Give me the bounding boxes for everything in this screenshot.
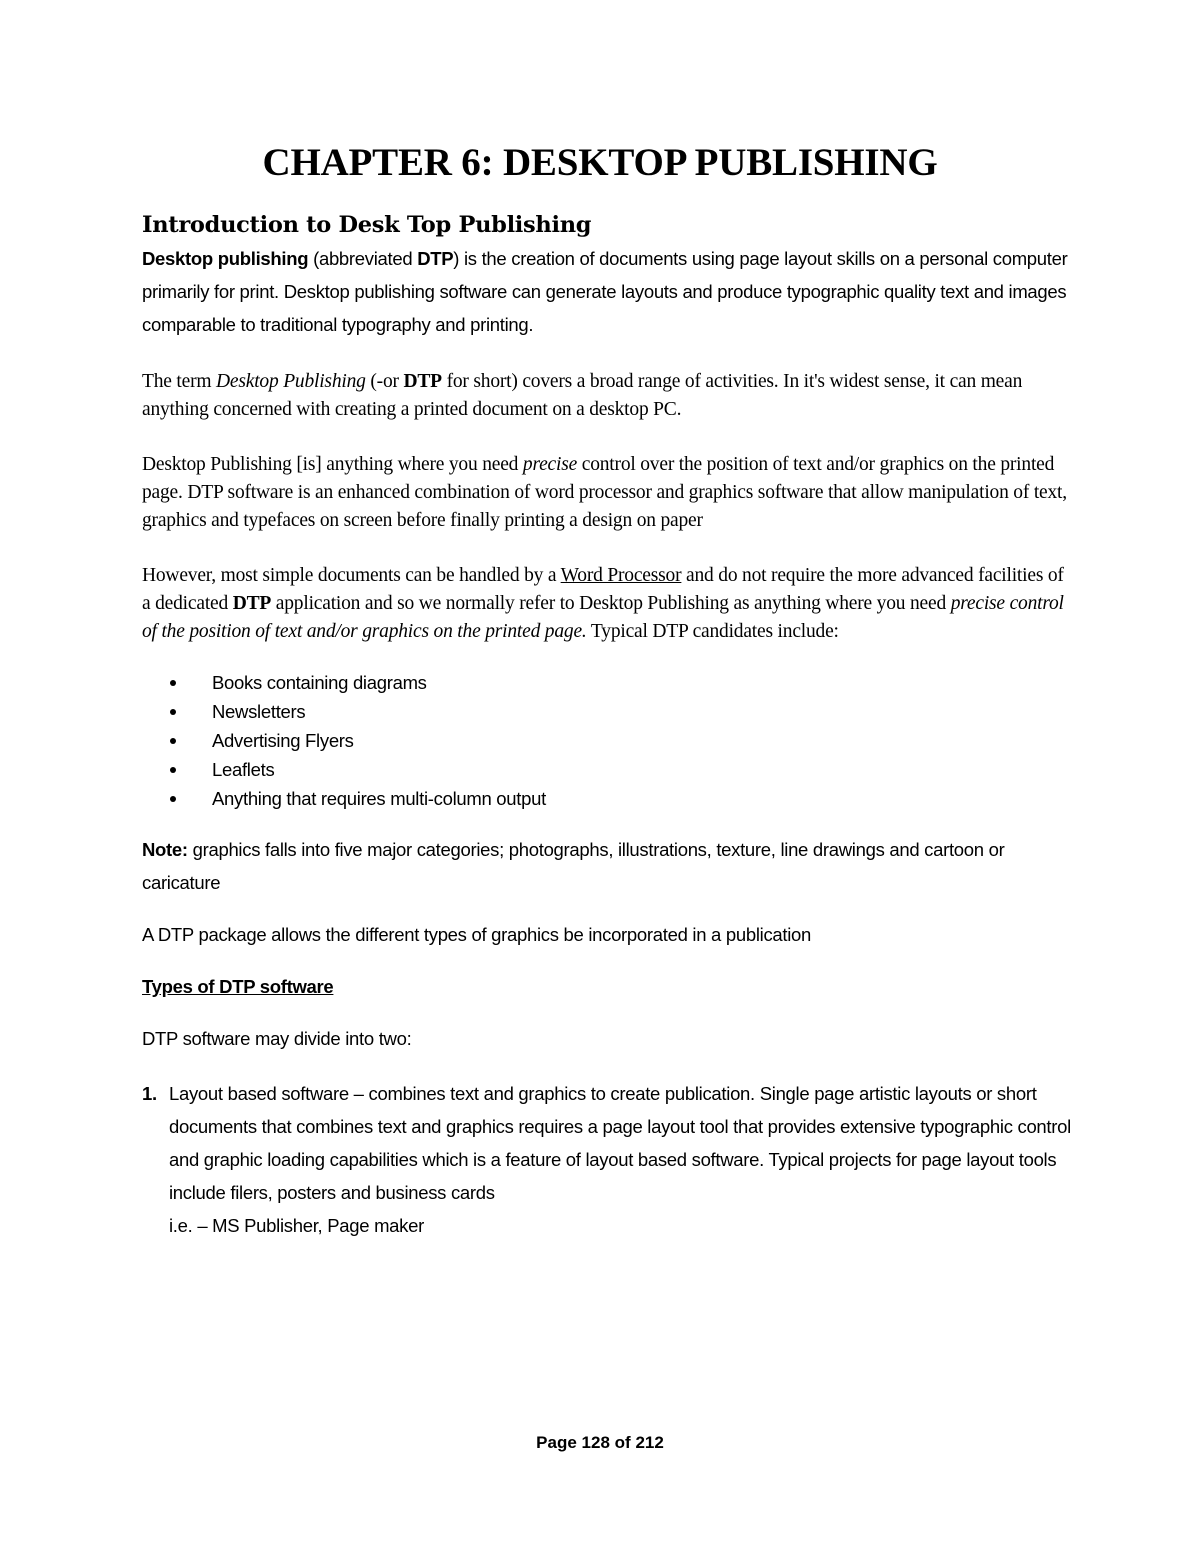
however-bold: DTP [232,593,272,614]
bullet-icon [170,680,176,686]
dtp-package-paragraph: A DTP package allows the different types of graphics be incorporated in a publication [142,924,812,945]
list-item [170,726,1072,755]
term-part2: (-or [365,371,404,392]
list-item-text: Books containing diagrams [212,672,427,693]
candidates-list [142,668,1072,813]
term-part1: The term [142,371,217,392]
precise-italic: precise [522,454,578,475]
list-item [170,784,1072,813]
types-list [142,1077,1072,1209]
word-processor-link[interactable]: Word Processor [560,565,682,586]
intro-abbr-open: (abbreviated [308,248,418,269]
example-text: i.e. – MS Publisher, Page maker [169,1215,424,1236]
bullet-icon [170,796,176,802]
list-item [170,697,1072,726]
precise-part2: control over the position of text and/or graphics on the printed page. DTP software is an enhanced combination of word processor and graphics software that allow manipulation of text, graphics and typefaces on screen before finally printing a design on paper [142,454,1067,531]
however-part3: application and so we normally refer to Desktop Publishing as anything where you need [271,593,951,614]
footer-of-label: of [614,1433,631,1452]
divide-text: DTP software may divide into two: [142,1028,412,1049]
footer-page-label: Page [536,1433,577,1452]
list-item [170,755,1072,784]
precise-paragraph [142,451,1072,535]
term-part3: for short) covers a broad range of activities. In it's widest sense, it can mean anything concerned with creating a printed document on a desktop PC. [142,371,1023,420]
intro-paragraph [142,242,1072,341]
footer-total-pages: 212 [635,1433,664,1452]
list-item [170,668,1072,697]
types-heading: Types of DTP software [142,976,334,997]
list-number: 1. [142,1083,157,1104]
chapter-title: CHAPTER 6: DESKTOP PUBLISHING [262,141,938,184]
list-item [142,1077,1072,1209]
bullet-icon [170,767,176,773]
note-text: graphics falls into five major categories; photographs, illustrations, texture, line drawings and cartoon or caricature [142,839,1005,893]
list-item-text: Layout based software – combines text and graphics to create publication. Single page artistic layouts or short documents that combines text and graphics requires a page layout tool that provides extensive typographic control and graphic loading capabilities which is a feature of layout based software. Typical projects for page layout tools include filers, posters and business cards [169,1083,1071,1203]
intro-term: Desktop publishing [142,248,309,269]
footer-current-page: 128 [581,1433,610,1452]
however-italic: precise control of the position of text and/or graphics on the printed page. [142,593,1064,642]
bullet-icon [170,738,176,744]
term-bold: DTP [403,371,442,392]
term-paragraph [142,368,1072,424]
however-part1: However, most simple documents can be handled by a [142,565,561,586]
however-part4: Typical DTP candidates include: [586,621,839,642]
term-italic: Desktop Publishing [216,371,366,392]
note-label: Note: [142,839,188,860]
however-paragraph [142,562,1072,646]
bullet-icon [170,709,176,715]
however-part2: and do not require the more advanced facilities of a dedicated [142,565,1064,614]
intro-rest: ) is the creation of documents using page layout skills on a personal computer primarily for print. Desktop publishing software can generate layouts and produce typographic quality text and images comparable to traditional typography and printing. [142,248,1068,335]
list-item-text: Newsletters [212,701,306,722]
note-paragraph [142,833,1072,899]
page-content [142,212,1072,1242]
list-item-text: Leaflets [212,759,275,780]
section-heading: Introduction to Desk Top Publishing [142,212,592,238]
page-footer [0,1433,1200,1453]
list-item-text: Anything that requires multi-column output [212,788,546,809]
precise-part1: Desktop Publishing [is] anything where you need [142,454,523,475]
list-item-text: Advertising Flyers [212,730,354,751]
intro-abbr: DTP [417,248,454,269]
